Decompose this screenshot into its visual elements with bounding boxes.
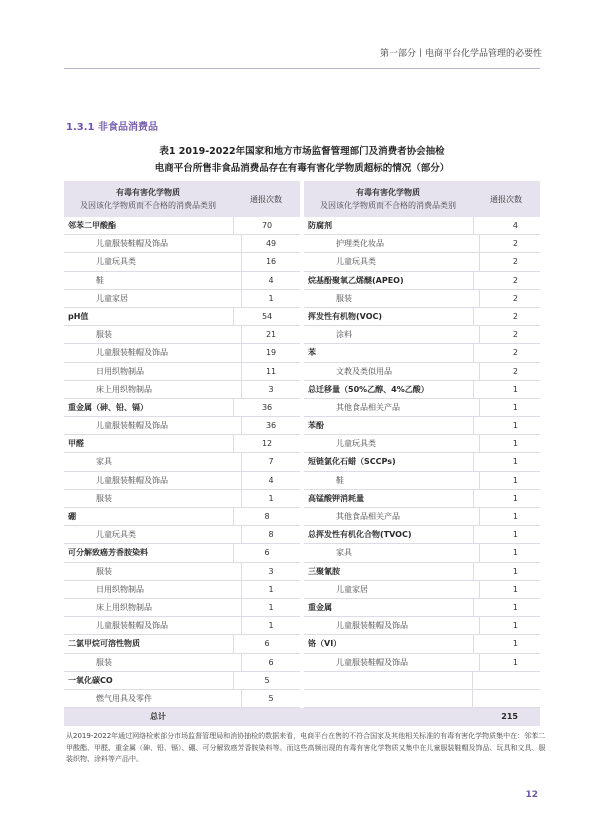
substance-name: 硼 — [68, 512, 76, 521]
product-category: 服装 — [96, 330, 112, 340]
table-row — [64, 235, 300, 253]
table-row — [64, 381, 300, 399]
substance-name: 挥发性有机物(VOC) — [308, 311, 383, 321]
substance-name: 三聚氰胺 — [308, 566, 340, 576]
report-count: 1 — [241, 490, 300, 507]
table-row — [64, 417, 300, 435]
report-count: 6 — [233, 635, 300, 652]
table-caption-line1: 表1 2019-2022年国家和地方市场监督管理部门及消费者协会抽检 — [159, 146, 445, 157]
table-row — [304, 635, 540, 653]
report-count: 7 — [241, 453, 300, 470]
running-header: 第一部分丨电商平台化学品管理的必要性 — [379, 49, 542, 59]
product-category: 文教及类似用品 — [336, 366, 392, 376]
report-count: 1 — [473, 526, 540, 543]
report-count: 1 — [479, 544, 540, 561]
table-row — [304, 672, 540, 690]
table-row — [64, 453, 300, 471]
product-category: 床上用织物制品 — [96, 384, 152, 394]
report-count: 12 — [233, 435, 300, 452]
header-left-count: 通报次数 — [250, 194, 282, 204]
report-count: 2 — [479, 326, 540, 343]
table-row — [64, 363, 300, 381]
report-count: 1 — [479, 508, 540, 525]
product-category: 鞋 — [336, 475, 344, 485]
product-category: 儿童玩具类 — [336, 439, 376, 449]
product-category: 儿童服装鞋帽及饰品 — [96, 348, 168, 358]
table-row — [304, 435, 540, 453]
report-count: 8 — [241, 526, 300, 543]
total-value: 215 — [501, 712, 518, 722]
header-right-title: 有毒有害化学物质 — [356, 188, 420, 197]
header-left-title: 有毒有害化学物质 — [116, 188, 180, 197]
header-left-subtitle: 及因该化学物质而不合格的消费品类别 — [80, 201, 216, 210]
substance-name: 烷基酚聚氧乙烯醚(APEO) — [308, 275, 404, 285]
data-table — [64, 181, 540, 726]
product-category: 儿童服装鞋帽及饰品 — [96, 475, 168, 485]
table-row — [64, 217, 300, 235]
product-category: 日用织物制品 — [96, 366, 144, 376]
substance-name: 短链氯化石蜡（SCCPs) — [308, 457, 396, 467]
footnote: 从2019-2022年通过网络检索部分市场监督管理局和消协抽检的数据来看，电商平台在售的不符合国家及其他相关标准的有毒有害化学物质集中在：邻苯二甲酸酯、甲醛、重金属（砷、铅、镉）、硼、可分解致癌芳香胺染料等。而这些高频出现的有毒有害化学物质又集中在儿童服装鞋帽及饰品、玩具和文具、服装织物、涂料等产品中。 — [66, 732, 546, 763]
header-left-name — [64, 181, 232, 217]
report-count: 1 — [473, 635, 540, 652]
table-body — [64, 217, 540, 708]
product-category: 涂料 — [336, 330, 352, 340]
report-count: 2 — [479, 363, 540, 380]
report-count: 3 — [241, 381, 300, 398]
table-row — [304, 472, 540, 490]
report-count: 1 — [473, 490, 540, 507]
table-row — [304, 563, 540, 581]
right-column — [304, 217, 540, 708]
header-right-name — [304, 181, 472, 217]
left-column — [64, 217, 300, 708]
product-category: 儿童家居 — [336, 584, 368, 594]
substance-name: 苯酚 — [308, 421, 324, 431]
product-category: 护理类化妆品 — [336, 239, 384, 249]
report-count: 1 — [479, 654, 540, 671]
table-row — [304, 490, 540, 508]
table-row — [64, 654, 300, 672]
substance-name: 二氯甲烷可溶性物质 — [68, 639, 140, 649]
table-row — [64, 399, 300, 417]
product-category: 儿童服装鞋帽及饰品 — [96, 421, 168, 431]
substance-name: pH值 — [68, 311, 89, 321]
report-count: 1 — [473, 381, 540, 398]
product-category — [304, 672, 472, 689]
substance-name: 一氧化碳CO — [68, 675, 113, 685]
report-count: 1 — [479, 581, 540, 598]
report-count: 2 — [473, 344, 540, 361]
table-row — [304, 290, 540, 308]
table-row — [64, 308, 300, 326]
product-category: 日用织物制品 — [96, 584, 144, 594]
product-category: 儿童玩具类 — [96, 257, 136, 267]
report-count: 4 — [473, 217, 540, 234]
product-category: 儿童家居 — [96, 293, 128, 303]
table-row — [64, 290, 300, 308]
report-count: 36 — [241, 417, 300, 434]
product-category: 床上用织物制品 — [96, 602, 152, 612]
report-count: 1 — [241, 599, 300, 616]
product-category: 儿童服装鞋帽及饰品 — [336, 621, 408, 631]
report-count: 1 — [473, 417, 540, 434]
product-category: 其他食品相关产品 — [336, 402, 400, 412]
report-count: 1 — [479, 617, 540, 634]
report-count: 54 — [233, 308, 300, 325]
product-category: 儿童服装鞋帽及饰品 — [336, 657, 408, 667]
table-row — [304, 453, 540, 471]
product-category: 服装 — [96, 566, 112, 576]
header-right-count: 通报次数 — [490, 194, 522, 204]
table-row — [64, 563, 300, 581]
table-row — [64, 581, 300, 599]
table-row — [64, 690, 300, 708]
report-count: 6 — [233, 544, 300, 561]
product-category: 家具 — [336, 548, 352, 558]
table-row — [304, 544, 540, 562]
table-row — [304, 308, 540, 326]
table-row — [304, 617, 540, 635]
substance-name: 高锰酸钾消耗量 — [308, 493, 364, 503]
product-category: 服装 — [336, 293, 352, 303]
table-row — [64, 490, 300, 508]
product-category: 服装 — [96, 657, 112, 667]
substance-name: 苯 — [308, 348, 316, 358]
product-category: 家具 — [96, 457, 112, 467]
table-row — [304, 417, 540, 435]
report-count — [472, 690, 540, 707]
substance-name: 可分解致癌芳香胺染料 — [68, 548, 148, 558]
table-row — [64, 253, 300, 271]
report-count: 16 — [241, 253, 300, 270]
report-count: 6 — [241, 654, 300, 671]
report-count: 1 — [241, 617, 300, 634]
substance-name: 铬（VI） — [308, 639, 342, 649]
product-category: 服装 — [96, 493, 112, 503]
total-label: 总计 — [150, 712, 166, 722]
report-count: 1 — [479, 435, 540, 452]
total-row — [64, 708, 540, 726]
product-category — [304, 690, 472, 707]
table-row — [304, 581, 540, 599]
report-count: 4 — [241, 272, 300, 289]
report-count: 1 — [479, 399, 540, 416]
product-category: 儿童玩具类 — [96, 530, 136, 540]
report-count: 2 — [479, 235, 540, 252]
report-count: 5 — [233, 672, 300, 689]
report-count: 36 — [233, 399, 300, 416]
table-row — [304, 399, 540, 417]
table-row — [304, 508, 540, 526]
table-row — [64, 635, 300, 653]
report-count: 8 — [233, 508, 300, 525]
report-count: 11 — [241, 363, 300, 380]
report-count: 70 — [233, 217, 300, 234]
table-row — [64, 344, 300, 362]
report-count — [472, 672, 540, 689]
report-count: 1 — [473, 453, 540, 470]
table-row — [304, 690, 540, 708]
table-row — [64, 672, 300, 690]
report-count: 2 — [473, 308, 540, 325]
product-category: 儿童玩具类 — [336, 257, 376, 267]
table-row — [304, 654, 540, 672]
product-category: 儿童服装鞋帽及饰品 — [96, 239, 168, 249]
table-row — [304, 217, 540, 235]
table-row — [64, 272, 300, 290]
report-count: 3 — [241, 563, 300, 580]
table-row — [64, 472, 300, 490]
table-row — [304, 599, 540, 617]
table-row — [64, 617, 300, 635]
section-title: 1.3.1 非食品消费品 — [66, 122, 158, 133]
table-row — [304, 344, 540, 362]
report-count: 21 — [241, 326, 300, 343]
table-row — [64, 326, 300, 344]
product-category: 儿童服装鞋帽及饰品 — [96, 621, 168, 631]
table-row — [304, 253, 540, 271]
table-caption-line2: 电商平台所售非食品消费品存在有毒有害化学物质超标的情况（部分） — [154, 163, 450, 174]
table-header — [64, 181, 540, 217]
substance-name: 总挥发性有机化合物(TVOC) — [308, 530, 412, 540]
table-row — [64, 435, 300, 453]
report-count: 1 — [473, 563, 540, 580]
product-category: 燃气用具及零件 — [96, 693, 152, 703]
report-count: 19 — [241, 344, 300, 361]
report-count: 1 — [241, 290, 300, 307]
report-count: 1 — [241, 581, 300, 598]
report-count: 2 — [479, 290, 540, 307]
header-divider — [64, 68, 540, 69]
substance-name: 总迁移量（50%乙醇、4%乙酸） — [308, 384, 429, 394]
report-count: 1 — [473, 599, 540, 616]
report-count: 5 — [241, 690, 300, 707]
header-right-subtitle: 及因该化学物质而不合格的消费品类别 — [320, 201, 456, 210]
table-row — [64, 544, 300, 562]
page-number: 12 — [525, 790, 538, 800]
table-row — [304, 235, 540, 253]
report-count: 4 — [241, 472, 300, 489]
report-count: 49 — [241, 235, 300, 252]
table-row — [304, 326, 540, 344]
table-row — [304, 363, 540, 381]
table-row — [304, 381, 540, 399]
report-count: 2 — [473, 272, 540, 289]
table-row — [64, 526, 300, 544]
table-row — [64, 508, 300, 526]
substance-name: 邻苯二甲酸酯 — [68, 221, 116, 230]
product-category: 其他食品相关产品 — [336, 512, 400, 521]
table-row — [304, 272, 540, 290]
substance-name: 重金属（砷、铅、镉） — [68, 402, 148, 412]
substance-name: 甲醛 — [68, 439, 84, 449]
product-category: 鞋 — [96, 275, 104, 285]
report-count: 2 — [479, 253, 540, 270]
table-row — [304, 526, 540, 544]
report-count: 1 — [479, 472, 540, 489]
substance-name: 防腐剂 — [308, 221, 332, 230]
substance-name: 重金属 — [308, 602, 332, 612]
table-row — [64, 599, 300, 617]
